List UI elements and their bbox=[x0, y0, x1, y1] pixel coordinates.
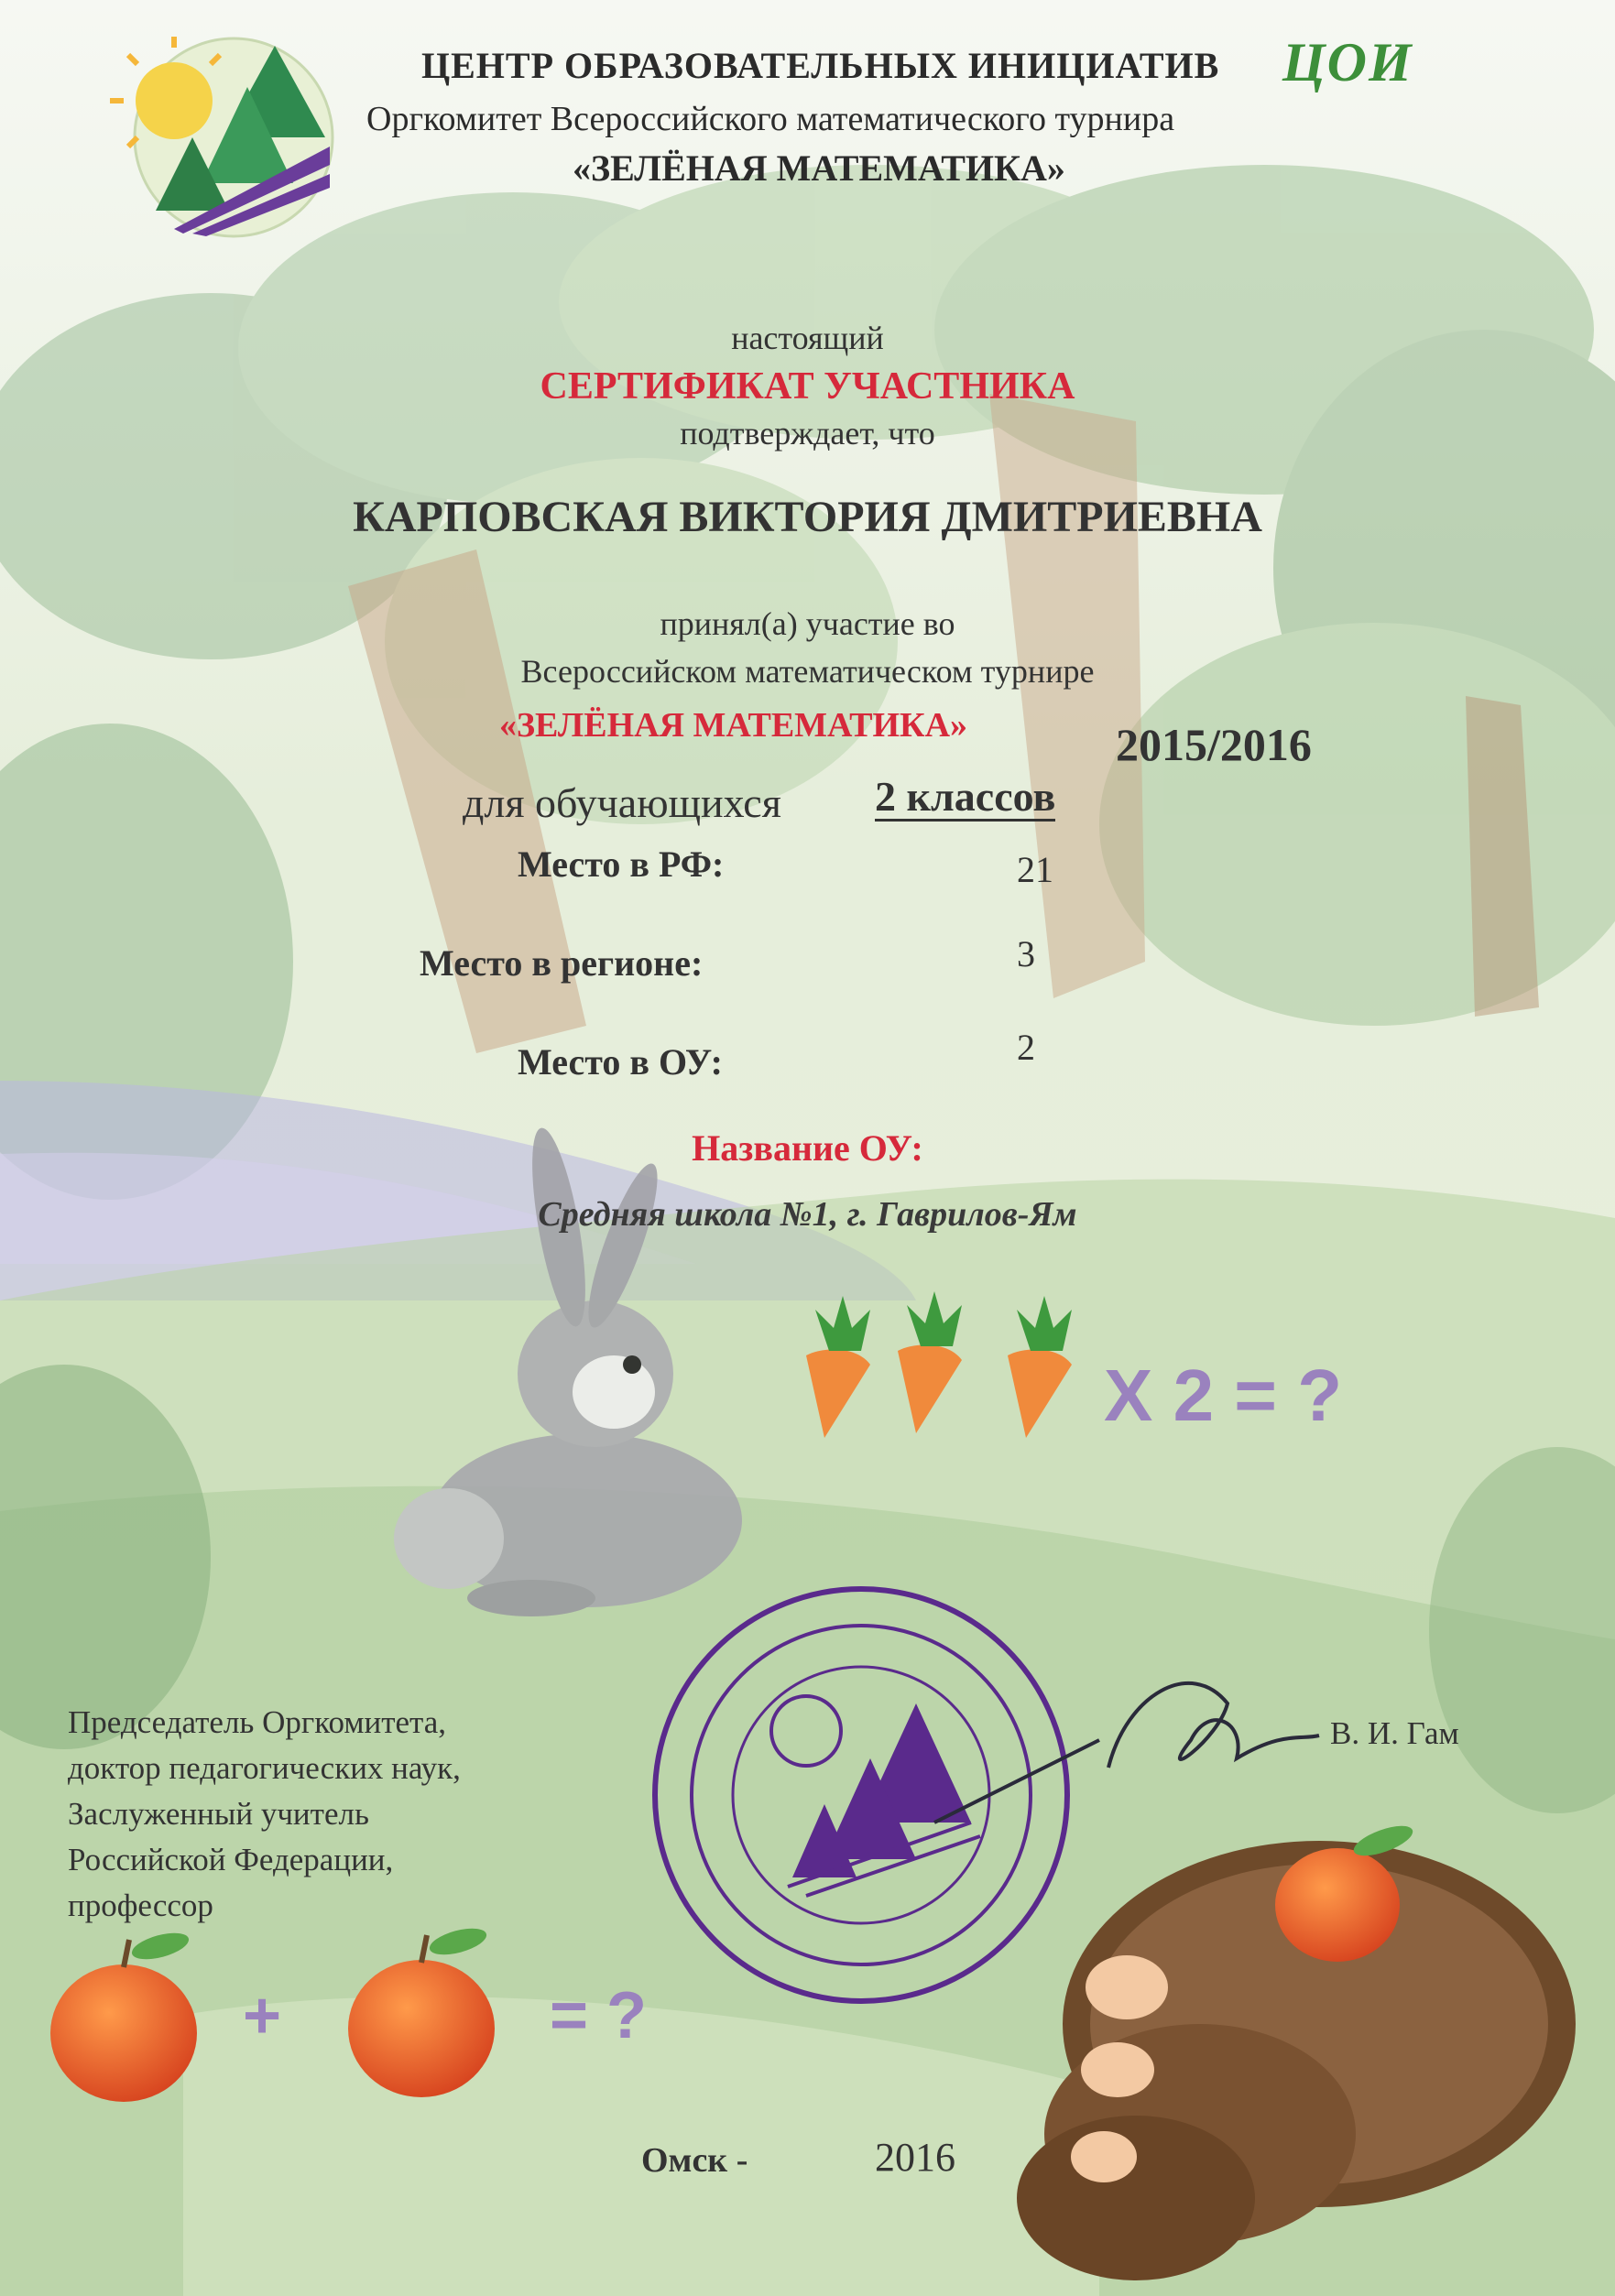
signatory-position: Председатель Оргкомитета, доктор педагогических наук, Заслуженный учитель Российской Федерации, профессор bbox=[68, 1704, 461, 1923]
participation-line-2: Всероссийском математическом турнире bbox=[520, 653, 1095, 690]
place-region-label: Место в регионе: bbox=[420, 942, 704, 984]
place-russia-value: 21 bbox=[1017, 849, 1053, 890]
place-school-value: 2 bbox=[1017, 1027, 1035, 1068]
grade-value: 2 классов bbox=[875, 775, 1055, 822]
signatory-name: В. И. Гам bbox=[1330, 1715, 1459, 1751]
org-logo-letters: ЦОИ bbox=[1282, 32, 1413, 92]
participation-line-1: принял(а) участие во bbox=[660, 605, 955, 642]
apple-puzzle-equals: = ? bbox=[550, 1979, 648, 2052]
participant-name: КАРПОВСКАЯ ВИКТОРИЯ ДМИТРИЕВНА bbox=[353, 493, 1262, 541]
issue-year: 2016 bbox=[875, 2135, 955, 2180]
academic-year: 2015/2016 bbox=[1116, 719, 1312, 770]
place-school-label: Место в ОУ: bbox=[518, 1041, 723, 1083]
school-name: Средняя школа №1, г. Гаврилов-Ям bbox=[538, 1195, 1077, 1234]
committee-line: Оргкомитет Всероссийского математического турнира bbox=[366, 100, 1175, 138]
school-heading: Название ОУ: bbox=[692, 1127, 923, 1169]
org-name: ЦЕНТР ОБРАЗОВАТЕЛЬНЫХ ИНИЦИАТИВ bbox=[421, 45, 1220, 86]
certificate-confirms: подтверждает, что bbox=[680, 415, 935, 452]
tournament-name: «ЗЕЛЁНАЯ МАТЕМАТИКА» bbox=[499, 706, 968, 745]
place-russia-label: Место в РФ: bbox=[518, 843, 725, 885]
apple-puzzle-plus: + bbox=[243, 1979, 282, 2052]
issue-city: Омск - bbox=[641, 2141, 748, 2180]
tournament-name-header: «ЗЕЛЁНАЯ МАТЕМАТИКА» bbox=[573, 147, 1065, 189]
certificate-title: СЕРТИФИКАТ УЧАСТНИКА bbox=[540, 365, 1075, 408]
place-region-value: 3 bbox=[1017, 933, 1035, 974]
carrot-puzzle-text: X 2 = ? bbox=[1104, 1355, 1343, 1436]
grade-label: для обучающихся bbox=[463, 779, 781, 826]
certificate-intro: настоящий bbox=[731, 320, 884, 356]
